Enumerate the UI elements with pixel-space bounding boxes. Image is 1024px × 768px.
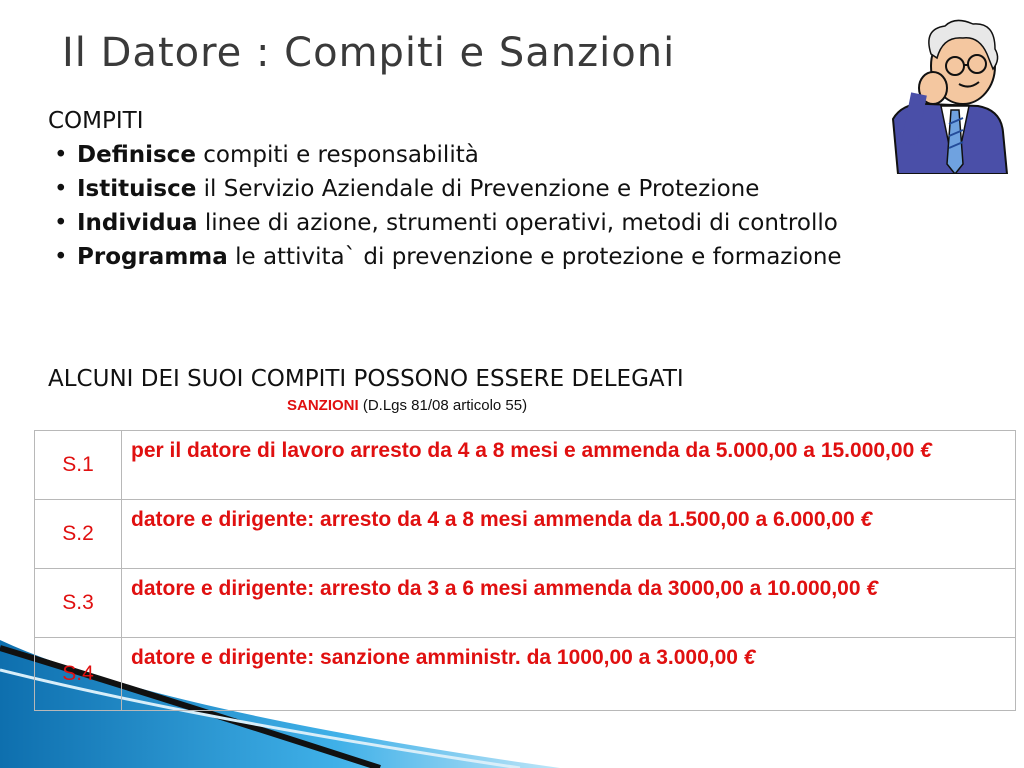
- bullet-text: le attivita` di prevenzione e protezione e formazione: [227, 244, 842, 270]
- sanzione-code: S.4: [35, 638, 122, 711]
- sanzione-text: [122, 500, 1016, 569]
- bullet-keyword: Definisce: [77, 142, 196, 168]
- bullet-keyword: Istituisce: [77, 176, 197, 202]
- table-row: [35, 500, 1016, 569]
- euro-symbol: €: [743, 646, 756, 669]
- bullet-text: linee di azione, strumenti operativi, metodi di controllo: [197, 210, 838, 236]
- sanzioni-reference: (D.Lgs 81/08 articolo 55): [358, 397, 528, 414]
- sanzione-description: per il datore di lavoro arresto da 4 a 8 mesi e ammenda da 5.000,00 a 15.000,00: [131, 439, 921, 462]
- sanzione-text: [122, 638, 1016, 711]
- table-row: [35, 638, 1016, 711]
- table-row: [35, 431, 1016, 500]
- bullet-keyword: Programma: [77, 244, 228, 270]
- sanzioni-label: SANZIONI: [287, 397, 359, 414]
- bullet-keyword: Individua: [77, 210, 198, 236]
- sanzione-text: [122, 431, 1016, 500]
- sanzioni-table: [34, 430, 1016, 711]
- slide-title: Il Datore : Compiti e Sanzioni: [62, 30, 676, 76]
- euro-symbol: €: [860, 508, 873, 531]
- sanzione-code: S.1: [35, 431, 122, 500]
- compiti-section: [48, 104, 928, 274]
- sanzione-text: [122, 569, 1016, 638]
- bullet-text: il Servizio Aziendale di Prevenzione e Protezione: [196, 176, 760, 202]
- euro-symbol: €: [920, 439, 932, 462]
- list-item: [48, 206, 928, 240]
- sanzione-description: datore e dirigente: arresto da 3 a 6 mesi ammenda da 3000,00 a 10.000,00: [131, 577, 867, 600]
- list-item: [48, 138, 928, 172]
- sanzione-description: datore e dirigente: sanzione amministr. da 1000,00 a 3.000,00: [131, 646, 744, 669]
- list-item: [48, 240, 928, 274]
- compiti-heading: COMPITI: [48, 108, 144, 134]
- euro-symbol: €: [866, 577, 879, 600]
- table-row: [35, 569, 1016, 638]
- sanzione-description: datore e dirigente: arresto da 4 a 8 mesi ammenda da 1.500,00 a 6.000,00: [131, 508, 861, 531]
- list-item: [48, 172, 928, 206]
- sanzione-code: S.2: [35, 500, 122, 569]
- bullet-text: compiti e responsabilità: [195, 142, 479, 168]
- sanzione-code: S.3: [35, 569, 122, 638]
- compiti-list: [48, 138, 928, 274]
- delegati-note: ALCUNI DEI SUOI COMPITI POSSONO ESSERE DELEGATI: [48, 366, 684, 392]
- sanzioni-caption: [287, 397, 527, 414]
